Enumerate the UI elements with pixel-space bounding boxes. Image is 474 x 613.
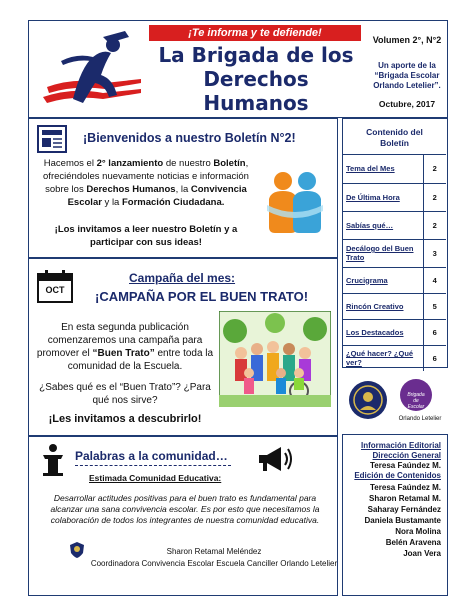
editor-name: Saharay Fernández	[367, 505, 441, 514]
table-row[interactable]	[343, 211, 446, 239]
table-row[interactable]	[343, 239, 446, 267]
toc-item-label[interactable]: Rincón Creativo	[343, 293, 423, 319]
volume-number: Volumen 2°, N°2	[372, 35, 442, 45]
logo-caption: Orlando Letelier	[398, 416, 442, 422]
editor-name: Daniela Bustamante	[364, 516, 441, 525]
campaign-question: ¿Sabes qué es el “Buen Trato”? ¿Para qué nos sirve?	[39, 382, 211, 406]
campaign-label: Campaña del mes:	[129, 271, 236, 285]
title-line-1: La Brigada de los	[158, 43, 354, 67]
calendar-month-label: OCT	[45, 285, 65, 295]
community-title: Palabras a la comunidad…	[75, 449, 228, 463]
toc-item-page: 5	[423, 293, 446, 319]
text-span: de nuestro	[163, 158, 214, 169]
text-span: y la	[101, 197, 122, 208]
toc-item-label[interactable]: ¿Qué hacer? ¿Qué ver?	[343, 345, 423, 371]
welcome-section	[28, 118, 338, 258]
community-section	[28, 436, 338, 596]
campaign-title: ¡CAMPAÑA POR EL BUEN TRATO!	[95, 289, 309, 304]
table-row[interactable]	[343, 183, 446, 211]
general-direction-heading: Dirección General	[372, 451, 441, 460]
contribution-note	[365, 61, 449, 91]
editor-name: Sharon Retamal M.	[368, 494, 441, 503]
content-editing-heading: Edición de Contenidos	[354, 471, 441, 480]
table-row[interactable]	[343, 155, 446, 183]
campaign-invitation: ¡Les invitamos a descubrirlo!	[48, 413, 202, 425]
toc-item-label[interactable]: Los Destacados	[343, 319, 423, 345]
table-row[interactable]	[343, 293, 446, 319]
welcome-paragraph	[35, 157, 257, 209]
signer-role: Coordinadora Convivencia Escolar Escuela Canciller Orlando Letelier	[90, 559, 338, 568]
welcome-title: ¡Bienvenidos a nuestro Boletín N°2!	[83, 131, 296, 145]
toc-heading	[343, 119, 446, 155]
toc-item-page: 6	[432, 353, 437, 363]
newsletter-title	[149, 43, 363, 115]
group-illustration	[219, 311, 331, 407]
speaker-podium-icon	[39, 443, 67, 477]
community-paragraph: Desarrollar actitudes positivas para el buen trato es fundamental para alcanzar una sana convivencia escolar. Es por esto que necesitamos la colaboración de todos los integrantes de nuestra comunidad educativa.	[50, 493, 320, 525]
campaign-paragraph	[35, 321, 215, 373]
contribution-line-2: “Brigada Escolar	[374, 71, 440, 80]
campaign-section	[28, 258, 338, 436]
text-span: , ofreciéndoles nuevamente noticias e información sobre los	[43, 158, 249, 195]
text-span: En esta segunda publicación comenzaremos una campaña para promover el	[36, 322, 203, 359]
table-row[interactable]	[343, 319, 446, 345]
general-director-name: Teresa Faúndez M.	[370, 461, 441, 470]
toc-heading-line-2: Boletín	[380, 138, 409, 148]
community-salutation: Estimada Comunidad Educativa:	[89, 473, 222, 483]
text-span: , la	[175, 184, 191, 195]
text-span: Hacemos el	[43, 158, 97, 169]
toc-item-label[interactable]: Tema del Mes	[343, 155, 423, 183]
editor-name: Nora Molina	[395, 527, 441, 536]
signer-name: Sharon Retamal Meléndez	[166, 547, 262, 556]
toc-item-label[interactable]: De Última Hora	[343, 183, 423, 211]
editor-name: Joan Vera	[403, 549, 441, 558]
title-divider	[75, 465, 231, 466]
people-hugging-icon	[263, 169, 327, 235]
header-box	[28, 20, 448, 118]
table-of-contents	[342, 118, 448, 368]
editorial-heading: Información Editorial	[360, 441, 441, 450]
text-bold: Convivencia Escolar	[67, 184, 247, 208]
text-bold: “Buen Trato”	[92, 348, 155, 359]
editor-name: Belén Aravena	[385, 538, 441, 547]
brigada-logo-text	[398, 392, 434, 410]
title-line-2: Derechos Humanos	[203, 67, 309, 115]
welcome-invitation: ¡Los invitamos a leer nuestro Boletín y a participar con sus ideas!	[54, 224, 238, 248]
brigada-logo-line-1: Brigada	[407, 392, 425, 398]
editorial-info	[342, 434, 448, 596]
newspaper-icon	[37, 125, 67, 153]
megaphone-icon	[255, 443, 295, 475]
issue-date: Octubre, 2017	[378, 99, 436, 109]
toc-item-page: 6	[423, 319, 446, 345]
toc-heading-line-1: Contenido del	[366, 127, 423, 137]
brigada-logo-line-2: de	[413, 398, 419, 404]
slogan-banner: ¡Te informa y te defiende!	[149, 25, 361, 41]
school-seal-icon	[348, 380, 388, 420]
toc-item-page: 2	[423, 155, 446, 183]
running-figure-logo	[33, 27, 145, 113]
toc-item-page: 2	[423, 183, 446, 211]
toc-item-label[interactable]: Decálogo del Buen Trato	[343, 239, 423, 267]
brigada-logo-line-3: Escolar	[407, 404, 425, 410]
text-span: entre toda la comunidad de la Escuela.	[67, 348, 214, 372]
table-row[interactable]	[343, 267, 446, 293]
toc-item-label[interactable]: Sabías qué…	[343, 211, 423, 239]
text-bold: Boletín	[213, 158, 246, 169]
editor-name: Teresa Faúndez M.	[370, 483, 441, 492]
text-bold: Derechos Humanos	[86, 184, 176, 195]
text-bold: Formación Ciudadana.	[121, 197, 225, 208]
toc-item-page: 2	[423, 211, 446, 239]
text-bold: 2° lanzamiento	[96, 158, 164, 169]
contribution-line-3: Orlando Letelier”.	[373, 81, 441, 90]
toc-item-label[interactable]: Crucigrama	[343, 267, 423, 293]
toc-table	[343, 155, 446, 371]
toc-item-page: 4	[423, 267, 446, 293]
school-crest-icon	[69, 541, 85, 559]
toc-item-page: 3	[423, 239, 446, 267]
table-row[interactable]	[343, 345, 446, 371]
contribution-line-1: Un aporte de la	[378, 61, 436, 70]
